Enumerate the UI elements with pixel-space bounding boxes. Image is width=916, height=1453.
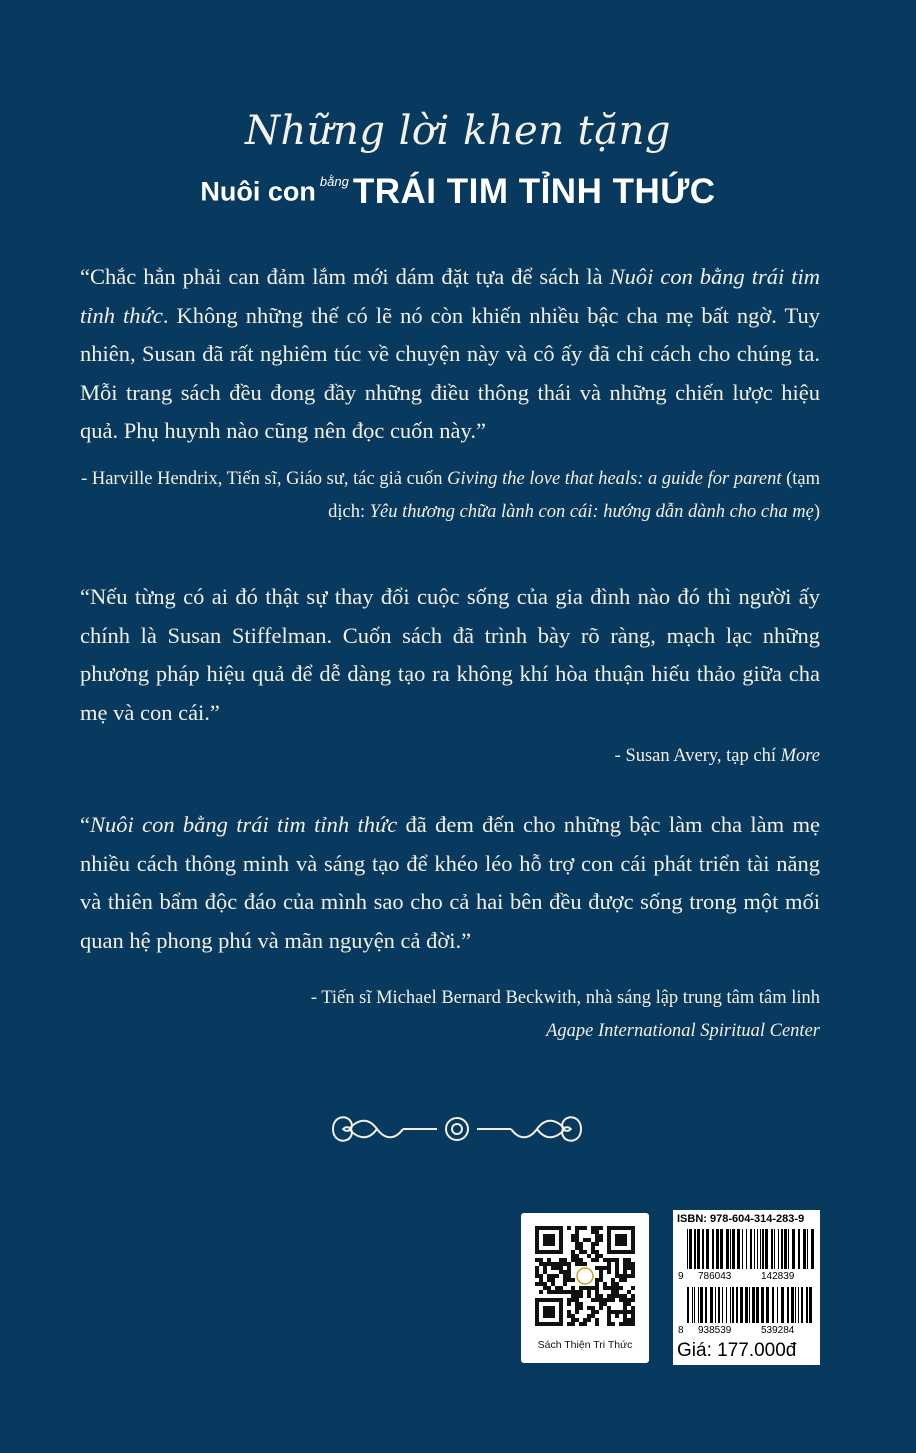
attr-1-translation: Yêu thương chữa lành con cái: hướng dẫn dành cho cha mẹ: [369, 502, 814, 522]
book-title-part3: TRÁI TIM TỈNH THỨC: [352, 172, 716, 211]
qr-code-icon: [535, 1222, 635, 1330]
quote-1-book-title: Nuôi con bằng trái tim tỉnh thức: [80, 264, 820, 328]
quote-1: [80, 258, 820, 451]
ornament-divider-icon: [329, 1108, 585, 1150]
barcode-top-right: 142839: [761, 1271, 795, 1282]
quote-2: “Nếu từng có ai đó thật sự thay đổi cuộc sống của gia đình nào đó thì người ấy chính là Susan Stiffelman. Cuốn sách đã trình bày rõ ràng, mạch lạc những phương pháp hiệu quả để dễ dàng tạo ra không khí hòa thuận hiếu thảo giữa cha mẹ và con cái.”: [80, 584, 820, 725]
attr-3-line1: - Tiến sĩ Michael Bernard Beckwith, nhà sáng lập trung tâm tâm linh: [310, 988, 820, 1008]
barcode-top-digit: 9: [678, 1271, 684, 1282]
barcode-bottom-right: 539284: [761, 1325, 795, 1336]
attr-1-mid: (tạm dịch:: [328, 469, 820, 522]
qr-code-card: [521, 1213, 649, 1363]
book-title-part2: bằng: [319, 174, 349, 190]
barcode-top-left: 786043: [698, 1271, 732, 1282]
attr-2-text: - Susan Avery, tạp chí: [614, 746, 781, 766]
qr-caption: Sách Thiện Tri Thức: [537, 1339, 633, 1351]
quote-3-book-title: Nuôi con bằng trái tim tỉnh thức: [90, 812, 398, 837]
barcode-card: [673, 1210, 820, 1365]
quote-2-attribution: [80, 740, 820, 773]
book-title: [0, 172, 916, 212]
attr-1-book: Giving the love that heals: a guide for parent: [447, 469, 782, 489]
quote-3-open: “: [80, 812, 90, 837]
book-title-part1: Nuôi con: [200, 176, 316, 207]
quote-3-text: đã đem đến cho những bậc làm cha làm mẹ nhiều cách thông minh và sáng tạo để khéo léo hỗ trợ con cái phát triển tài năng và thiên bẩm độc đáo của mình sao cho cả hai bên đều được sống trong một mối quan hệ phong phú và mãn nguyện cả đời.”: [80, 812, 820, 953]
product-barcode-icon: [687, 1287, 815, 1323]
attr-2-magazine: More: [780, 746, 820, 766]
barcode-bottom-left: 938539: [698, 1325, 732, 1336]
attr-1-end: ): [813, 502, 820, 522]
attr-1-text: - Harville Hendrix, Tiến sĩ, Giáo sư, tác giả cuốn: [81, 469, 448, 489]
attr-3-line2: Agape International Spiritual Center: [546, 1021, 820, 1041]
barcode-bottom-digit: 8: [678, 1325, 684, 1336]
quote-1-text: “Chắc hẳn phải can đảm lắm mới dám đặt tựa để sách là: [80, 264, 610, 289]
isbn-label: ISBN: 978-604-314-283-9: [677, 1213, 805, 1225]
quote-3: [80, 806, 820, 960]
quote-1-text-end: . Không những thế có lẽ nó còn khiến nhiều bậc cha mẹ bất ngờ. Tuy nhiên, Susan đã rất nghiêm túc về chuyện này và cô ấy đã chỉ cách cho chúng ta. Mỗi trang sách đều đong đầy những điều thông thái và những chiến lược hiệu quả. Phụ huynh nào cũng nên đọc cuốn này.”: [80, 302, 820, 443]
price-label: Giá: 177.000đ: [677, 1340, 797, 1361]
praise-script-title: Những lời khen tặng: [245, 108, 671, 154]
attr-3-line2-wrap: [80, 1015, 820, 1048]
isbn-barcode-icon: [687, 1229, 815, 1269]
quote-1-attribution: [80, 463, 820, 529]
quote-3-attribution: [80, 982, 820, 1048]
